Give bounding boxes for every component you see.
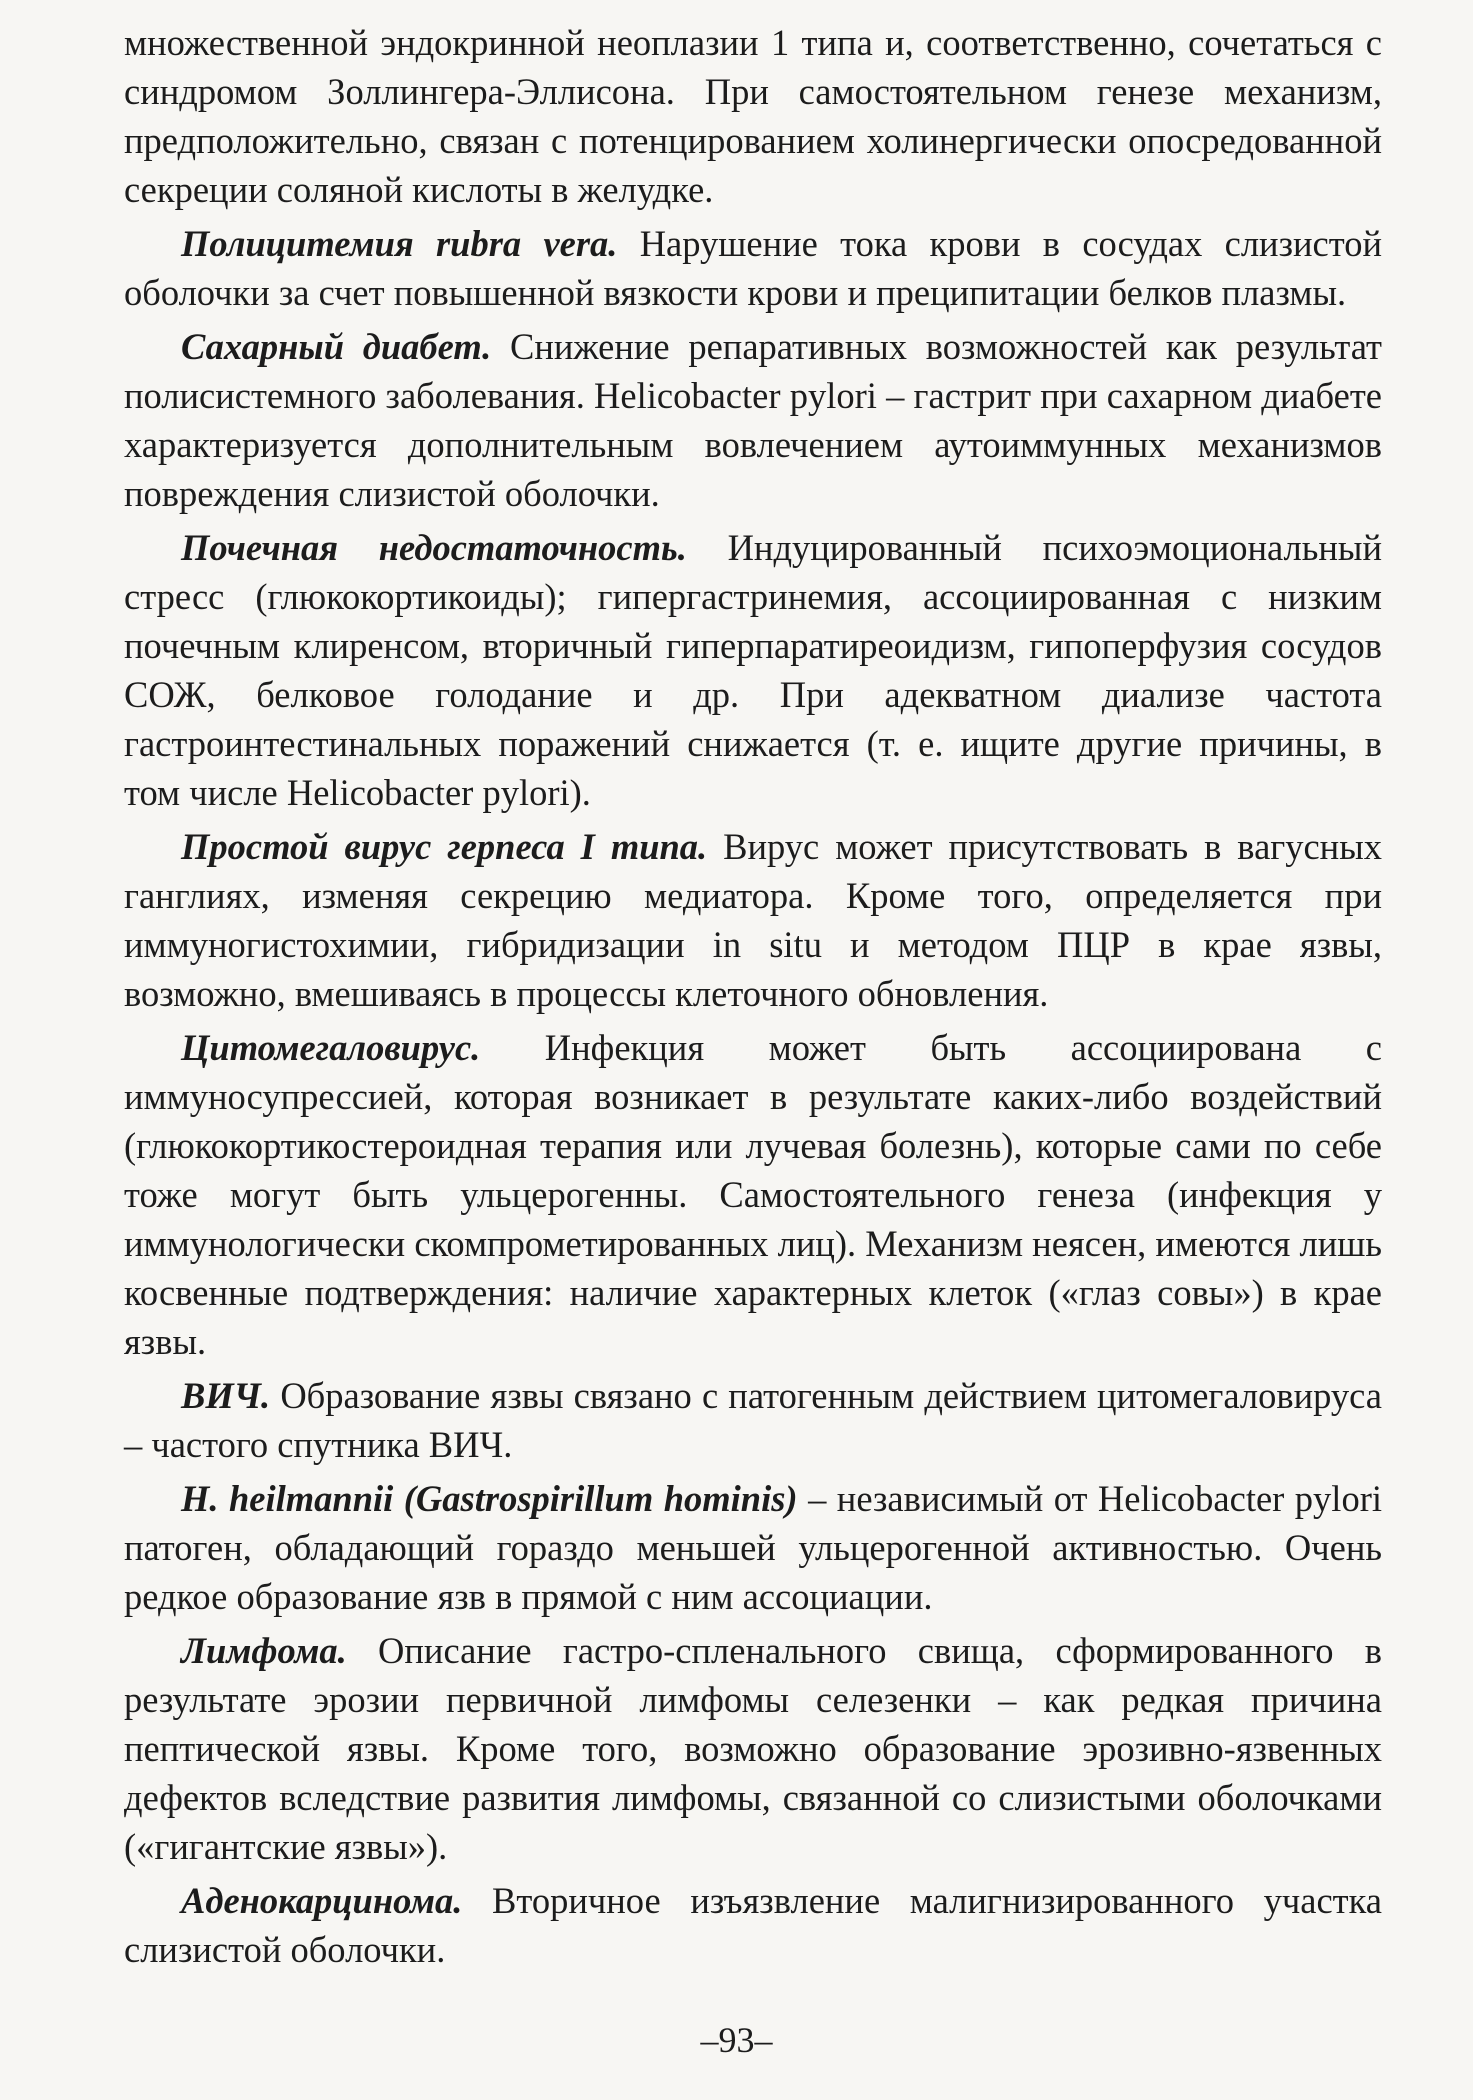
term-heading: Простой вирус герпеса I типа. [181, 826, 708, 867]
paragraph-text: – независимый от Helicobacter pylori патоген, обладающий гораздо меньшей ульцерогенной активностью. Очень редкое образование язв в прямой с ним ассоциации. [124, 1478, 1382, 1617]
paragraph-renal-failure [124, 523, 1382, 817]
paragraph-text: Нарушение тока крови в сосудах слизистой оболочки за счет повышенной вязкости крови и преципитации белков плазмы. [124, 223, 1382, 313]
paragraph-lymphoma [124, 1626, 1382, 1871]
paragraph-text: Описание гастро-спленального свища, сформированного в результате эрозии первичной лимфомы селезенки – как редкая причина пептической язвы. Кроме того, возможно образование эрозивно-язвенных дефектов вследствие развития лимфомы, связанной со слизистыми оболочками («гигантские язвы»). [124, 1630, 1382, 1867]
paragraph-h-heilmannii [124, 1474, 1382, 1621]
paragraph-text: Вторичное изъязвление малигнизированного участка слизистой оболочки. [124, 1880, 1382, 1970]
paragraph-herpes [124, 822, 1382, 1018]
term-heading: ВИЧ. [181, 1375, 271, 1416]
paragraph-polycythemia [124, 219, 1382, 317]
paragraph-continuation [124, 18, 1382, 214]
paragraph-text: Инфекция может быть ассоциирована с иммуносупрессией, которая возникает в результате каких-либо воздействий (глюкокортикостероидная терапия или лучевая болезнь), которые сами по себе тоже могут быть ульцерогенны. Самостоятельного генеза (инфекция у иммунологически скомпрометированных лиц). Механизм неясен, имеются лишь косвенные подтверждения: наличие характерных клеток («глаз совы») в крае язвы. [124, 1027, 1382, 1362]
term-heading: Цитомегаловирус. [181, 1027, 481, 1068]
paragraph-text: Индуцированный психоэмоциональный стресс (глюкокортикоиды); гипергастринемия, ассоциированная с низким почечным клиренсом, вторичный гиперпаратиреоидизм, гипоперфузия сосудов СОЖ, белковое голодание и др. При адекватном диализе частота гастроинтестинальных поражений снижается (т. е. ищите другие причины, в том числе Helicobacter pylori). [124, 527, 1382, 813]
paragraph-text: Снижение репаративных возможностей как результат полисистемного заболевания. Helicobacter pylori – гастрит при сахарном диабете характеризуется дополнительным вовлечением аутоиммунных механизмов повреждения слизистой оболочки. [124, 326, 1382, 514]
paragraph-text: множественной эндокринной неоплазии 1 типа и, соответственно, сочетаться с синдромом Золлингера-Эллисона. При самостоятельном генезе механизм, предположительно, связан с потенцированием холинергически опосредованной секреции соляной кислоты в желудке. [124, 22, 1382, 210]
paragraph-text: Вирус может присутствовать в вагусных ганглиях, изменяя секрецию медиатора. Кроме того, определяется при иммуногистохимии, гибридизации in situ и методом ПЦР в крае язвы, возможно, вмешиваясь в процессы клеточного обновления. [124, 826, 1382, 1014]
term-heading: Аденокарцинома. [181, 1880, 463, 1921]
term-heading: Сахарный диабет. [181, 326, 492, 367]
term-heading: Почечная недостаточность. [181, 527, 687, 568]
text-column [124, 18, 1382, 1974]
term-heading: H. heilmannii (Gastrospirillum hominis) [181, 1478, 798, 1519]
paragraph-text: Образование язвы связано с патогенным действием цитомегаловируса – частого спутника ВИЧ. [124, 1375, 1382, 1465]
paragraph-diabetes [124, 322, 1382, 518]
paragraph-adenocarcinoma [124, 1876, 1382, 1974]
paragraph-hiv [124, 1371, 1382, 1469]
page-number: –93– [700, 2020, 773, 2060]
paragraph-cytomegalovirus [124, 1023, 1382, 1366]
term-heading: Лимфома. [181, 1630, 347, 1671]
term-heading: Полицитемия rubra vera. [181, 223, 618, 264]
